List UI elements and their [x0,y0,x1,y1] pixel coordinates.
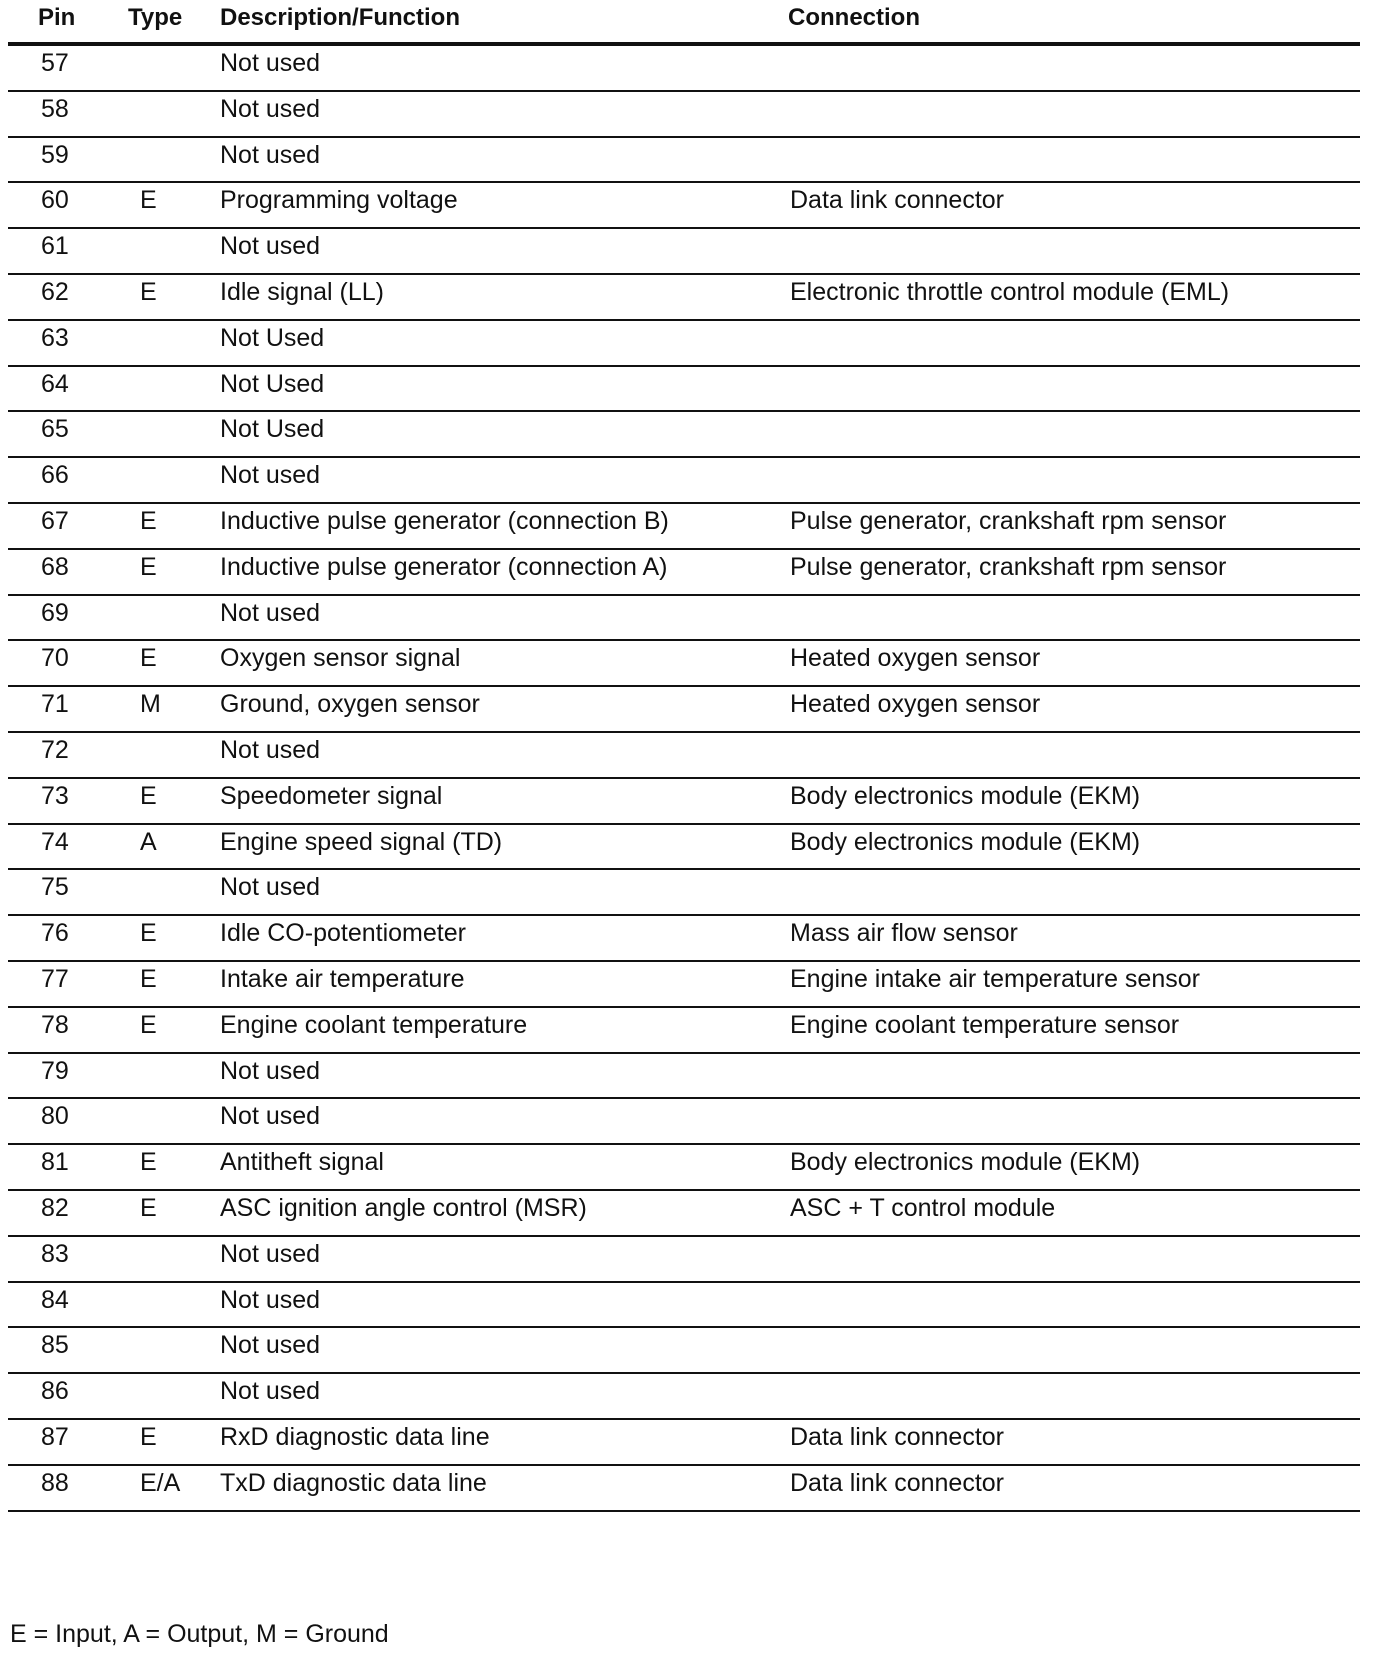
table-row [8,138,1360,184]
description-cell: Not used [220,49,321,77]
table-row [8,1099,1360,1145]
pin-cell: 66 [41,461,69,490]
column-header-type: Type [128,4,183,31]
table-row [8,1054,1360,1100]
table-row [8,596,1360,642]
pin-cell: 82 [41,1193,69,1222]
pin-cell: 58 [41,94,69,123]
table-row [8,504,1360,550]
pin-cell: 64 [41,369,69,398]
type-cell: E [140,1422,157,1451]
description-cell: Not Used [220,415,325,444]
table-row [8,92,1360,138]
connection-cell: Body electronics module (EKM) [790,781,1141,810]
connection-cell: Electronic throttle control module (EML) [790,277,1230,306]
table-row [8,1374,1360,1420]
type-cell: E [140,1148,157,1177]
pin-cell: 71 [41,690,69,719]
pin-cell: 85 [41,1331,69,1360]
type-cell: E [140,781,157,810]
table-row [8,870,1360,916]
description-cell: Engine coolant temperature [220,1010,528,1039]
connection-cell: Data link connector [790,186,1005,215]
table-row [8,229,1360,275]
description-cell: Speedometer signal [220,781,443,810]
description-cell: Not used [220,94,321,123]
pin-cell: 73 [41,781,69,810]
connection-cell: Engine intake air temperature sensor [790,964,1200,993]
description-cell: Not used [220,1331,321,1360]
table-row [8,1008,1360,1054]
pin-cell: 62 [41,277,69,306]
description-cell: ASC ignition angle control (MSR) [220,1193,587,1222]
table-row [8,733,1360,779]
description-cell: Not Used [220,323,325,352]
connection-cell: Heated oxygen sensor [790,644,1041,673]
description-cell: Idle CO-potentiometer [220,919,466,948]
table-row [8,412,1360,458]
connection-cell: Data link connector [790,1422,1005,1451]
pin-cell: 59 [41,140,69,169]
pin-cell: 68 [41,552,69,581]
description-cell: Not used [220,140,321,169]
description-cell: Inductive pulse generator (connection B) [220,506,669,535]
table-row [8,1191,1360,1237]
pin-cell: 87 [41,1422,69,1451]
pin-cell: 60 [41,186,69,215]
description-cell: Intake air temperature [220,964,465,993]
table-row [8,46,1360,92]
table-row [8,825,1360,871]
pin-cell: 74 [41,827,69,856]
description-cell: Idle signal (LL) [220,277,384,306]
table-header [8,0,1360,46]
table-row [8,550,1360,596]
connection-cell: Data link connector [790,1468,1005,1497]
table-row [8,183,1360,229]
type-cell: E [140,644,157,673]
table-row [8,1328,1360,1374]
column-header-connection: Connection [788,4,920,31]
pin-cell: 78 [41,1010,69,1039]
type-cell: E [140,506,157,535]
table-row [8,1145,1360,1191]
pin-cell: 84 [41,1285,69,1314]
description-cell: TxD diagnostic data line [220,1468,487,1497]
description-cell: Inductive pulse generator (connection A) [220,552,668,581]
pin-cell: 63 [41,323,69,352]
description-cell: Antitheft signal [220,1148,384,1177]
type-cell: E [140,186,157,215]
table-row [8,916,1360,962]
description-cell: Engine speed signal (TD) [220,827,503,856]
pin-cell: 83 [41,1239,69,1268]
pin-cell: 77 [41,964,69,993]
description-cell: Programming voltage [220,186,458,215]
description-cell: Not used [220,1239,321,1268]
pin-cell: 61 [41,232,69,261]
connection-cell: Pulse generator, crankshaft rpm sensor [790,506,1227,535]
description-cell: Not used [220,1285,321,1314]
column-header-pin: Pin [38,4,76,31]
table-body [8,46,1360,1512]
pin-cell: 79 [41,1056,69,1085]
description-cell: Not Used [220,369,325,398]
type-cell: E [140,1010,157,1039]
description-cell: Oxygen sensor signal [220,644,461,673]
type-cell: M [140,690,161,719]
type-cell: A [140,827,157,856]
type-cell: E [140,919,157,948]
pin-cell: 57 [41,49,69,77]
type-cell: E/A [140,1468,181,1497]
description-cell: Not used [220,873,321,902]
description-cell: Not used [220,1377,321,1406]
description-cell: Not used [220,232,321,261]
description-cell: Not used [220,1056,321,1085]
pin-cell: 69 [41,598,69,627]
connection-cell: Body electronics module (EKM) [790,1148,1141,1177]
type-cell: E [140,552,157,581]
table-row [8,1466,1360,1512]
table-row [8,1237,1360,1283]
description-cell: Ground, oxygen sensor [220,690,480,719]
pin-cell: 88 [41,1468,69,1497]
table-row [8,275,1360,321]
pin-cell: 86 [41,1377,69,1406]
table-row [8,458,1360,504]
table-row [8,367,1360,413]
table-row [8,1283,1360,1329]
connection-cell: ASC + T control module [790,1193,1056,1222]
connection-cell: Body electronics module (EKM) [790,827,1141,856]
description-cell: RxD diagnostic data line [220,1422,490,1451]
description-cell: Not used [220,1102,321,1131]
pin-cell: 81 [41,1148,69,1177]
description-cell: Not used [220,735,321,764]
pin-cell: 76 [41,919,69,948]
type-cell: E [140,964,157,993]
table-row [8,687,1360,733]
table-row [8,962,1360,1008]
table-row [8,1420,1360,1466]
type-legend-footnote: E = Input, A = Output, M = Ground [10,1620,389,1648]
column-header-description: Description/Function [220,4,460,31]
pin-cell: 70 [41,644,69,673]
pin-cell: 80 [41,1102,69,1131]
pin-cell: 72 [41,735,69,764]
connection-cell: Heated oxygen sensor [790,690,1041,719]
connection-cell: Mass air flow sensor [790,919,1018,948]
description-cell: Not used [220,598,321,627]
table-row [8,641,1360,687]
table-row [8,779,1360,825]
pin-cell: 65 [41,415,69,444]
pin-cell: 75 [41,873,69,902]
description-cell: Not used [220,461,321,490]
pin-cell: 67 [41,506,69,535]
type-cell: E [140,277,157,306]
connection-cell: Engine coolant temperature sensor [790,1010,1180,1039]
table-row [8,321,1360,367]
connection-cell: Pulse generator, crankshaft rpm sensor [790,552,1227,581]
type-cell: E [140,1193,157,1222]
